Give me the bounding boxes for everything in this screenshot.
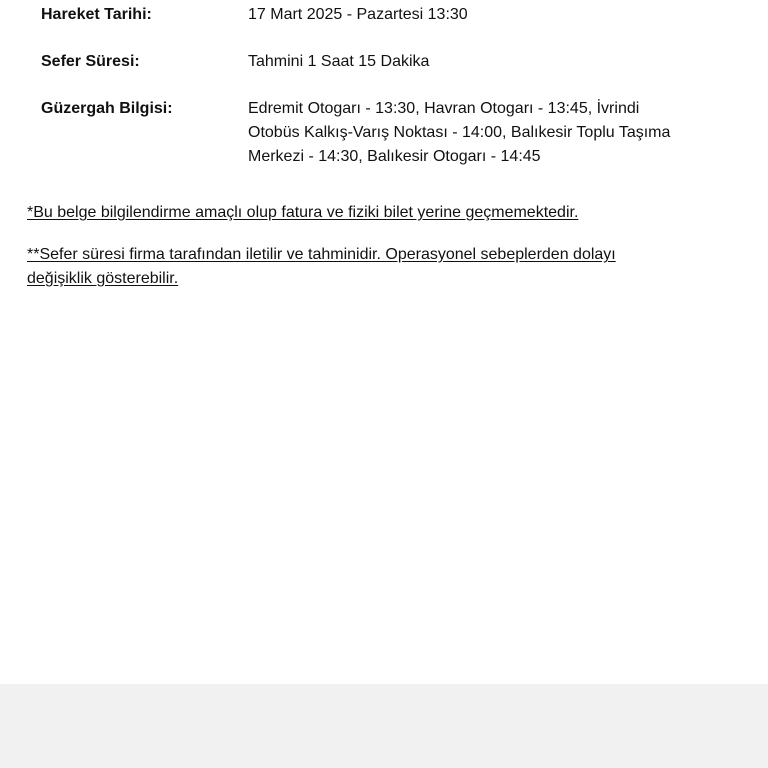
note-line: değişiklik gösterebilir. [27, 270, 179, 287]
route-info-line: Edremit Otogarı - 13:30, Havran Otogarı - 13:45, İvrindi [248, 100, 640, 117]
departure-date-label: Hareket Tarihi: [41, 6, 152, 23]
note-line: **Sefer süresi firma tarafından iletilir ve tahminidir. Operasyonel sebeplerden dolayı [27, 246, 616, 263]
viewer-bottom-area [0, 684, 768, 768]
route-info-line: Otobüs Kalkış-Varış Noktası - 14:00, Balıkesir Toplu Taşıma [248, 124, 671, 141]
route-info-label: Güzergah Bilgisi: [41, 100, 173, 117]
disclaimer-note-duration [27, 243, 727, 291]
route-info-value [248, 97, 718, 169]
route-info-line: Merkezi - 14:30, Balıkesir Otogarı - 14:45 [248, 148, 541, 165]
trip-duration-label: Sefer Süresi: [41, 53, 140, 70]
departure-date-value: 17 Mart 2025 - Pazartesi 13:30 [248, 6, 468, 23]
trip-duration-value: Tahmini 1 Saat 15 Dakika [248, 53, 430, 70]
disclaimer-note-invoice [27, 201, 727, 225]
note-line: *Bu belge bilgilendirme amaçlı olup fatura ve fiziki bilet yerine geçmemektedir. [27, 204, 579, 221]
